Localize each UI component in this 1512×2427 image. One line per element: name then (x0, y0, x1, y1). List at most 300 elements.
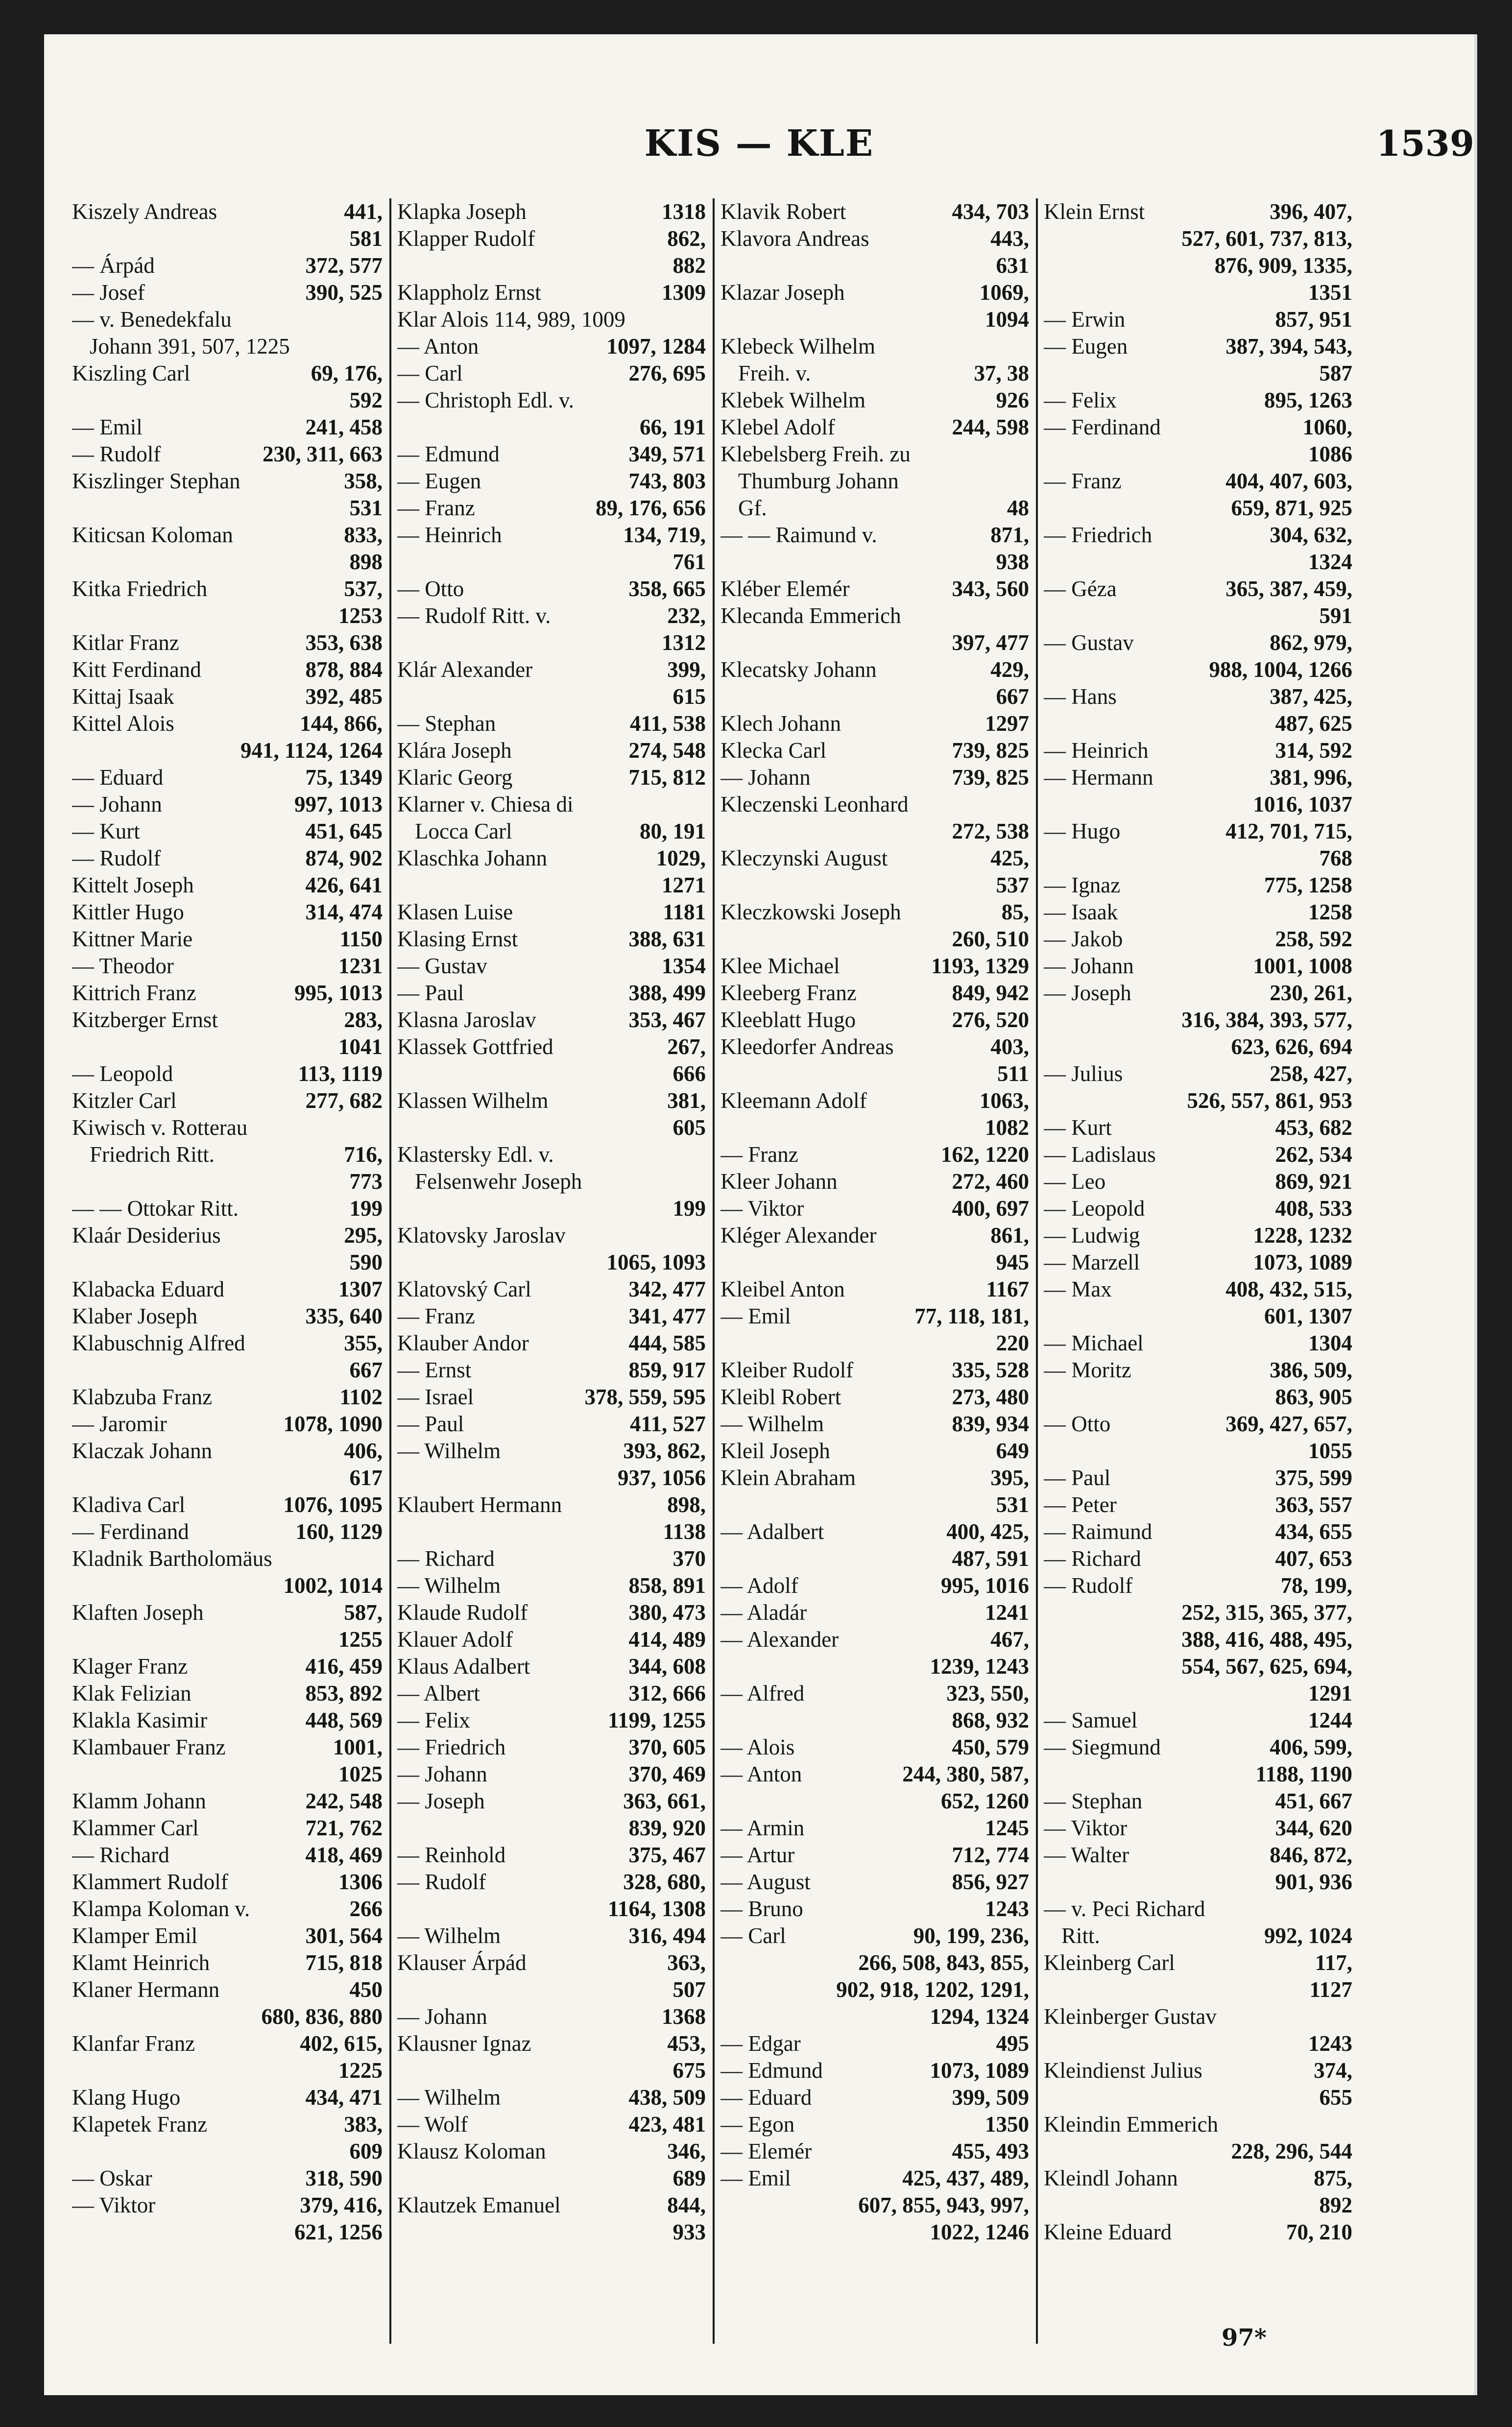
directory-line (72, 764, 383, 791)
entry-name: Klapka Joseph (397, 199, 527, 224)
entry-pages: 1309 (662, 280, 706, 305)
entry-pages: 861, (990, 1223, 1029, 1248)
directory-line (397, 818, 706, 845)
entry-pages: 372, 577 (305, 253, 383, 278)
directory-line (1044, 1384, 1352, 1411)
directory-line (397, 899, 706, 926)
directory-line (720, 764, 1029, 791)
entry-name: — Kurt (72, 819, 140, 843)
entry-pages: 85, (1001, 900, 1029, 924)
directory-line (72, 387, 383, 414)
directory-line (72, 1276, 383, 1303)
directory-line (1044, 926, 1352, 953)
entry-name: — Jakob (1044, 927, 1123, 951)
directory-line (397, 198, 706, 225)
entry-name: Klebek Wilhelm (720, 388, 866, 412)
entry-pages: 434, 655 (1275, 1519, 1352, 1544)
entry-pages: 1312 (662, 630, 706, 655)
entry-pages: 609 (349, 2139, 383, 2163)
directory-line (397, 872, 706, 899)
entry-name: Kleeberg Franz (720, 981, 857, 1005)
directory-line (1044, 683, 1352, 710)
entry-name: — Gustav (1044, 630, 1134, 655)
entry-pages: 451, 667 (1275, 1789, 1352, 1813)
directory-line (72, 1653, 383, 1680)
entry-name: Klecatsky Johann (720, 657, 877, 682)
entry-name: — Richard (1044, 1546, 1141, 1571)
entry-pages: 381, (667, 1088, 706, 1113)
directory-line (397, 926, 706, 953)
entry-pages: 199 (349, 1196, 383, 1221)
entry-name: Kittner Marie (72, 927, 193, 951)
directory-line (397, 737, 706, 764)
entry-name: — Albert (397, 1681, 480, 1706)
entry-name: — Hermann (1044, 765, 1153, 790)
entry-name: — Ludwig (1044, 1223, 1140, 1248)
entry-pages: 487, 625 (1275, 711, 1352, 736)
directory-line (1044, 2219, 1352, 2246)
directory-line (1044, 656, 1352, 683)
directory-line (72, 2030, 383, 2057)
directory-line (397, 1330, 706, 1357)
directory-line (720, 2057, 1029, 2084)
entry-pages: 241, 458 (305, 415, 383, 439)
entry-name: Kittelt Joseph (72, 873, 194, 897)
entry-name: — Oskar (72, 2166, 152, 2190)
directory-line (72, 1249, 383, 1276)
entry-pages: 898, (667, 1492, 706, 1517)
entry-pages: 833, (344, 523, 383, 547)
directory-line (720, 1087, 1029, 1114)
directory-line (720, 225, 1029, 252)
entry-name: — Felix (1044, 388, 1117, 412)
entry-pages: 862, (667, 226, 706, 251)
directory-line (72, 872, 383, 899)
entry-name: Klambauer Franz (72, 1735, 226, 1759)
entry-pages: 365, 387, 459, (1225, 577, 1352, 601)
entry-name: — Theodor (72, 954, 174, 978)
directory-line (720, 306, 1029, 333)
directory-line (720, 1680, 1029, 1707)
entry-name: Klatovsky Jaroslav (397, 1223, 566, 1248)
directory-line (397, 1788, 706, 1815)
entry-pages: 400, 697 (952, 1196, 1029, 1221)
entry-name: Kleczkowski Joseph (720, 900, 901, 924)
directory-line (72, 549, 383, 576)
directory-line (72, 1922, 383, 1949)
entry-name: Klebelsberg Freih. zu (720, 442, 911, 466)
directory-line (72, 360, 383, 387)
entry-pages: 199 (672, 1196, 706, 1221)
entry-pages: 370 (672, 1546, 706, 1571)
directory-line (1044, 1842, 1352, 1869)
entry-pages: 853, 892 (305, 1681, 383, 1706)
entry-name: Kleibel Anton (720, 1277, 845, 1301)
signature-mark: 97* (1222, 2324, 1267, 2352)
directory-line (720, 2138, 1029, 2165)
directory-line (72, 576, 383, 602)
entry-pages: 1078, 1090 (283, 1412, 383, 1436)
directory-line (720, 1114, 1029, 1141)
directory-line (1044, 1330, 1352, 1357)
directory-line (1044, 2030, 1352, 2057)
entry-pages: 230, 311, 663 (262, 442, 383, 466)
entry-name: — Franz (397, 496, 475, 520)
directory-line (720, 818, 1029, 845)
entry-pages: 605 (672, 1115, 706, 1140)
entry-pages: 425, (990, 846, 1029, 870)
entry-pages: 1318 (662, 199, 706, 224)
directory-line (72, 1626, 383, 1653)
directory-line (720, 1276, 1029, 1303)
entry-name: Friedrich Ritt. (90, 1142, 215, 1167)
entry-name: Klaubert Hermann (397, 1492, 562, 1517)
entry-pages: 370, 605 (628, 1735, 706, 1759)
entry-name: — Felix (397, 1708, 470, 1732)
directory-line (397, 1815, 706, 1842)
entry-name: — Marzell (1044, 1250, 1140, 1274)
directory-line (397, 791, 706, 818)
directory-line (1044, 1276, 1352, 1303)
entry-name: Kleeblatt Hugo (720, 1008, 856, 1032)
entry-pages: 1291 (1308, 1681, 1352, 1706)
entry-name: Klausz Koloman (397, 2139, 546, 2163)
entry-name: Klazar Joseph (720, 280, 845, 305)
entry-name: — Eduard (72, 765, 164, 790)
entry-name: — Carl (397, 361, 463, 385)
directory-line (72, 1141, 383, 1168)
entry-pages: 396, 407, (1270, 199, 1352, 224)
entry-name: — Edmund (720, 2058, 823, 2083)
directory-line (397, 495, 706, 522)
entry-name: — Géza (1044, 577, 1117, 601)
entry-name: — Franz (720, 1142, 798, 1167)
directory-line (720, 495, 1029, 522)
entry-name: Kleibl Robert (720, 1385, 841, 1409)
entry-pages: 1271 (662, 873, 706, 897)
entry-pages: 252, 315, 365, 377, (1181, 1600, 1352, 1625)
directory-line (1044, 1922, 1352, 1949)
directory-line (1044, 1491, 1352, 1518)
entry-pages: 856, 927 (952, 1870, 1029, 1894)
directory-line (72, 1545, 383, 1572)
entry-name: — Edgar (720, 2031, 801, 2056)
directory-line (72, 1518, 383, 1545)
entry-name: — Wilhelm (720, 1412, 824, 1436)
entry-pages: 380, 473 (628, 1600, 706, 1625)
directory-line (397, 1357, 706, 1384)
entry-pages: 353, 638 (305, 630, 383, 655)
directory-line (1044, 1060, 1352, 1087)
entry-pages: 467, (990, 1627, 1029, 1652)
entry-pages: 455, 493 (952, 2139, 1029, 2163)
entry-name: Klammert Rudolf (72, 1870, 228, 1894)
directory-line (397, 1518, 706, 1545)
entry-name: Klaude Rudolf (397, 1600, 528, 1625)
entry-pages: 715, 812 (628, 765, 706, 790)
directory-line (397, 2219, 706, 2246)
entry-pages: 403, (990, 1034, 1029, 1059)
entry-pages: 266, 508, 843, 855, (858, 1950, 1029, 1975)
entry-name: Klebel Adolf (720, 415, 835, 439)
directory-line (397, 1572, 706, 1599)
directory-line (72, 1815, 383, 1842)
entry-name: — Rudolf (1044, 1573, 1133, 1598)
entry-pages: 1097, 1284 (606, 334, 706, 359)
directory-line (72, 1842, 383, 1869)
entry-pages: 995, 1016 (941, 1573, 1029, 1598)
entry-name: Kleinberger Gustav (1044, 2004, 1217, 2029)
entry-pages: 621, 1256 (294, 2220, 383, 2244)
directory-line (1044, 468, 1352, 495)
directory-line (1044, 1707, 1352, 1734)
directory-line (1044, 2138, 1352, 2165)
entry-pages: 1199, 1255 (607, 1708, 706, 1732)
entry-name: Kladnik Bartholomäus (72, 1546, 272, 1571)
entry-pages: 1138 (663, 1519, 706, 1544)
entry-name: — Stephan (397, 711, 496, 736)
directory-line (72, 1599, 383, 1626)
directory-line (1044, 198, 1352, 225)
entry-pages: 318, 590 (305, 2166, 383, 2190)
directory-line (1044, 1195, 1352, 1222)
entry-name: Thumburg Johann (738, 469, 899, 493)
entry-name: Kiticsan Koloman (72, 523, 233, 547)
directory-line (72, 441, 383, 468)
entry-pages: 526, 557, 861, 953 (1187, 1088, 1352, 1113)
entry-pages: 1351 (1308, 280, 1352, 305)
entry-name: — Ignaz (1044, 873, 1121, 897)
entry-pages: 617 (349, 1466, 383, 1490)
directory-line (397, 1491, 706, 1518)
directory-line (720, 576, 1029, 602)
directory-line (1044, 1033, 1352, 1060)
directory-line (720, 1896, 1029, 1922)
directory-line (397, 414, 706, 441)
directory-line (72, 2138, 383, 2165)
directory-line (720, 1195, 1029, 1222)
entry-pages: 846, 872, (1270, 1843, 1352, 1867)
entry-name: Kleer Johann (720, 1169, 838, 1194)
entry-pages: 273, 480 (952, 1385, 1029, 1409)
directory-line (72, 1114, 383, 1141)
entry-pages: 423, 481 (628, 2112, 706, 2137)
entry-name: Klastersky Edl. v. (397, 1142, 554, 1167)
entry-pages: 1188, 1190 (1255, 1762, 1352, 1786)
entry-pages: 507 (672, 1977, 706, 2002)
directory-line (720, 1815, 1029, 1842)
entry-name: Klavora Andreas (720, 226, 869, 251)
directory-line (720, 1922, 1029, 1949)
entry-pages: 443, (990, 226, 1029, 251)
entry-name: Locca Carl (415, 819, 512, 843)
entry-pages: 938 (996, 550, 1029, 574)
directory-line (397, 656, 706, 683)
directory-line (397, 333, 706, 360)
entry-pages: 414, 489 (628, 1627, 706, 1652)
directory-line (72, 1303, 383, 1330)
directory-line (397, 1195, 706, 1222)
entry-name: — Stephan (1044, 1789, 1143, 1813)
entry-name: — Eugen (1044, 334, 1128, 359)
directory-line (720, 710, 1029, 737)
directory-line (72, 1788, 383, 1815)
directory-line (397, 1114, 706, 1141)
entry-pages: 1350 (985, 2112, 1029, 2137)
directory-line (397, 225, 706, 252)
entry-name: — Adolf (720, 1573, 798, 1598)
entry-pages: 1073, 1089 (1253, 1250, 1352, 1274)
directory-line (1044, 1518, 1352, 1545)
entry-pages: 301, 564 (305, 1923, 383, 1948)
directory-line (1044, 980, 1352, 1007)
entry-name: Klasna Jaroslav (397, 1008, 536, 1032)
directory-line (720, 845, 1029, 872)
entry-name: Klaber Joseph (72, 1304, 198, 1328)
entry-name: Klampa Koloman v. (72, 1897, 250, 1921)
directory-line (72, 1087, 383, 1114)
directory-line (720, 1222, 1029, 1249)
entry-name: — Paul (397, 1412, 464, 1436)
directory-line (720, 1303, 1029, 1330)
entry-pages: 878, 884 (305, 657, 383, 682)
entry-name: — Wilhelm (397, 1923, 501, 1948)
directory-line (1044, 1761, 1352, 1788)
entry-name: Kittrich Franz (72, 981, 196, 1005)
directory-line (720, 252, 1029, 279)
directory-line (720, 1572, 1029, 1599)
entry-name: — Friedrich (1044, 523, 1152, 547)
entry-name: Klebeck Wilhelm (720, 334, 876, 359)
directory-line (720, 1491, 1029, 1518)
directory-line (1044, 1949, 1352, 1976)
directory-line (1044, 872, 1352, 899)
directory-line (720, 2084, 1029, 2111)
entry-name: Klager Franz (72, 1654, 188, 1679)
directory-line (72, 2111, 383, 2138)
directory-line (720, 2192, 1029, 2219)
entry-pages: 739, 825 (952, 738, 1029, 763)
entry-pages: 659, 871, 925 (1231, 496, 1352, 520)
directory-line (72, 1384, 383, 1411)
entry-pages: 581 (349, 226, 383, 251)
entry-pages: 1002, 1014 (283, 1573, 383, 1598)
entry-pages: 363, (667, 1950, 706, 1975)
directory-line (1044, 1114, 1352, 1141)
entry-name: Klatovský Carl (397, 1277, 531, 1301)
entry-pages: 429, (990, 657, 1029, 682)
entry-name: — Max (1044, 1277, 1112, 1301)
entry-name: — Emil (720, 2166, 791, 2190)
directory-line (72, 198, 383, 225)
directory-line (72, 333, 383, 360)
entry-pages: 1294, 1324 (930, 2004, 1029, 2029)
entry-pages: 868, 932 (952, 1708, 1029, 1732)
entry-pages: 1055 (1308, 1439, 1352, 1463)
entry-name: — — Ottokar Ritt. (72, 1196, 239, 1221)
directory-line (397, 1653, 706, 1680)
entry-pages: 988, 1004, 1266 (1209, 657, 1352, 682)
entry-name: — Joseph (1044, 981, 1131, 1005)
entry-pages: 134, 719, (623, 523, 706, 547)
entry-name: Kleczenski Leonhard (720, 792, 909, 817)
entry-name: Klaus Adalbert (397, 1654, 530, 1679)
directory-line (1044, 1653, 1352, 1680)
directory-line (72, 1222, 383, 1249)
entry-name: — Johann (397, 2004, 487, 2029)
entry-name: — Alexander (720, 1627, 839, 1652)
directory-line (72, 1491, 383, 1518)
directory-line (720, 1384, 1029, 1411)
entry-pages: 1063, (979, 1088, 1029, 1113)
directory-line (397, 1761, 706, 1788)
entry-pages: 274, 548 (628, 738, 706, 763)
directory-line (1044, 764, 1352, 791)
directory-line (72, 656, 383, 683)
entry-pages: 1258 (1308, 900, 1352, 924)
entry-pages: 375, 467 (628, 1843, 706, 1867)
entry-pages: 1041 (338, 1034, 383, 1059)
entry-name: Klavik Robert (720, 199, 846, 224)
entry-pages: 587, (344, 1600, 383, 1625)
entry-pages: 77, 118, 181, (914, 1304, 1029, 1328)
directory-line (72, 522, 383, 549)
directory-line (397, 2165, 706, 2192)
entry-pages: 844, (667, 2193, 706, 2217)
directory-line (72, 629, 383, 656)
entry-name: — Wolf (397, 2112, 468, 2137)
directory-line (397, 1869, 706, 1896)
entry-pages: 262, 534 (1275, 1142, 1352, 1167)
entry-name: — Leopold (1044, 1196, 1145, 1221)
entry-name: Klecanda Emmerich (720, 603, 901, 628)
entry-name: — Isaak (1044, 900, 1118, 924)
entry-pages: 358, (344, 469, 383, 493)
entry-name: Klammer Carl (72, 1816, 199, 1840)
directory-line (397, 2030, 706, 2057)
entry-pages: 266 (349, 1897, 383, 1921)
directory-line (1044, 818, 1352, 845)
entry-name: — Eugen (397, 469, 481, 493)
directory-line (720, 2165, 1029, 2192)
entry-name: Klauser Árpád (397, 1950, 527, 1975)
directory-line (72, 252, 383, 279)
directory-line (72, 737, 383, 764)
entry-pages: 90, 199, 236, (913, 1923, 1029, 1948)
directory-line (720, 468, 1029, 495)
directory-line (720, 1653, 1029, 1680)
entry-name: — Josef (72, 280, 145, 305)
entry-name: — v. Peci Richard (1044, 1897, 1205, 1921)
directory-line (397, 1707, 706, 1734)
entry-pages: 448, 569 (305, 1708, 383, 1732)
entry-pages: 341, 477 (628, 1304, 706, 1328)
entry-pages: 675 (672, 2058, 706, 2083)
entry-pages: 451, 645 (305, 819, 383, 843)
entry-pages: 997, 1013 (294, 792, 383, 817)
entry-name: Kitzler Carl (72, 1088, 177, 1113)
directory-line (397, 1276, 706, 1303)
directory-line (1044, 1438, 1352, 1465)
directory-line (1044, 1572, 1352, 1599)
entry-pages: 453, (667, 2031, 706, 2056)
entry-name: — Paul (1044, 1466, 1111, 1490)
entry-name: — Egon (720, 2112, 795, 2137)
entry-pages: 434, 703 (952, 199, 1029, 224)
directory-line (397, 279, 706, 306)
directory-line (720, 2003, 1029, 2030)
entry-name: — Christoph Edl. v. (397, 388, 574, 412)
